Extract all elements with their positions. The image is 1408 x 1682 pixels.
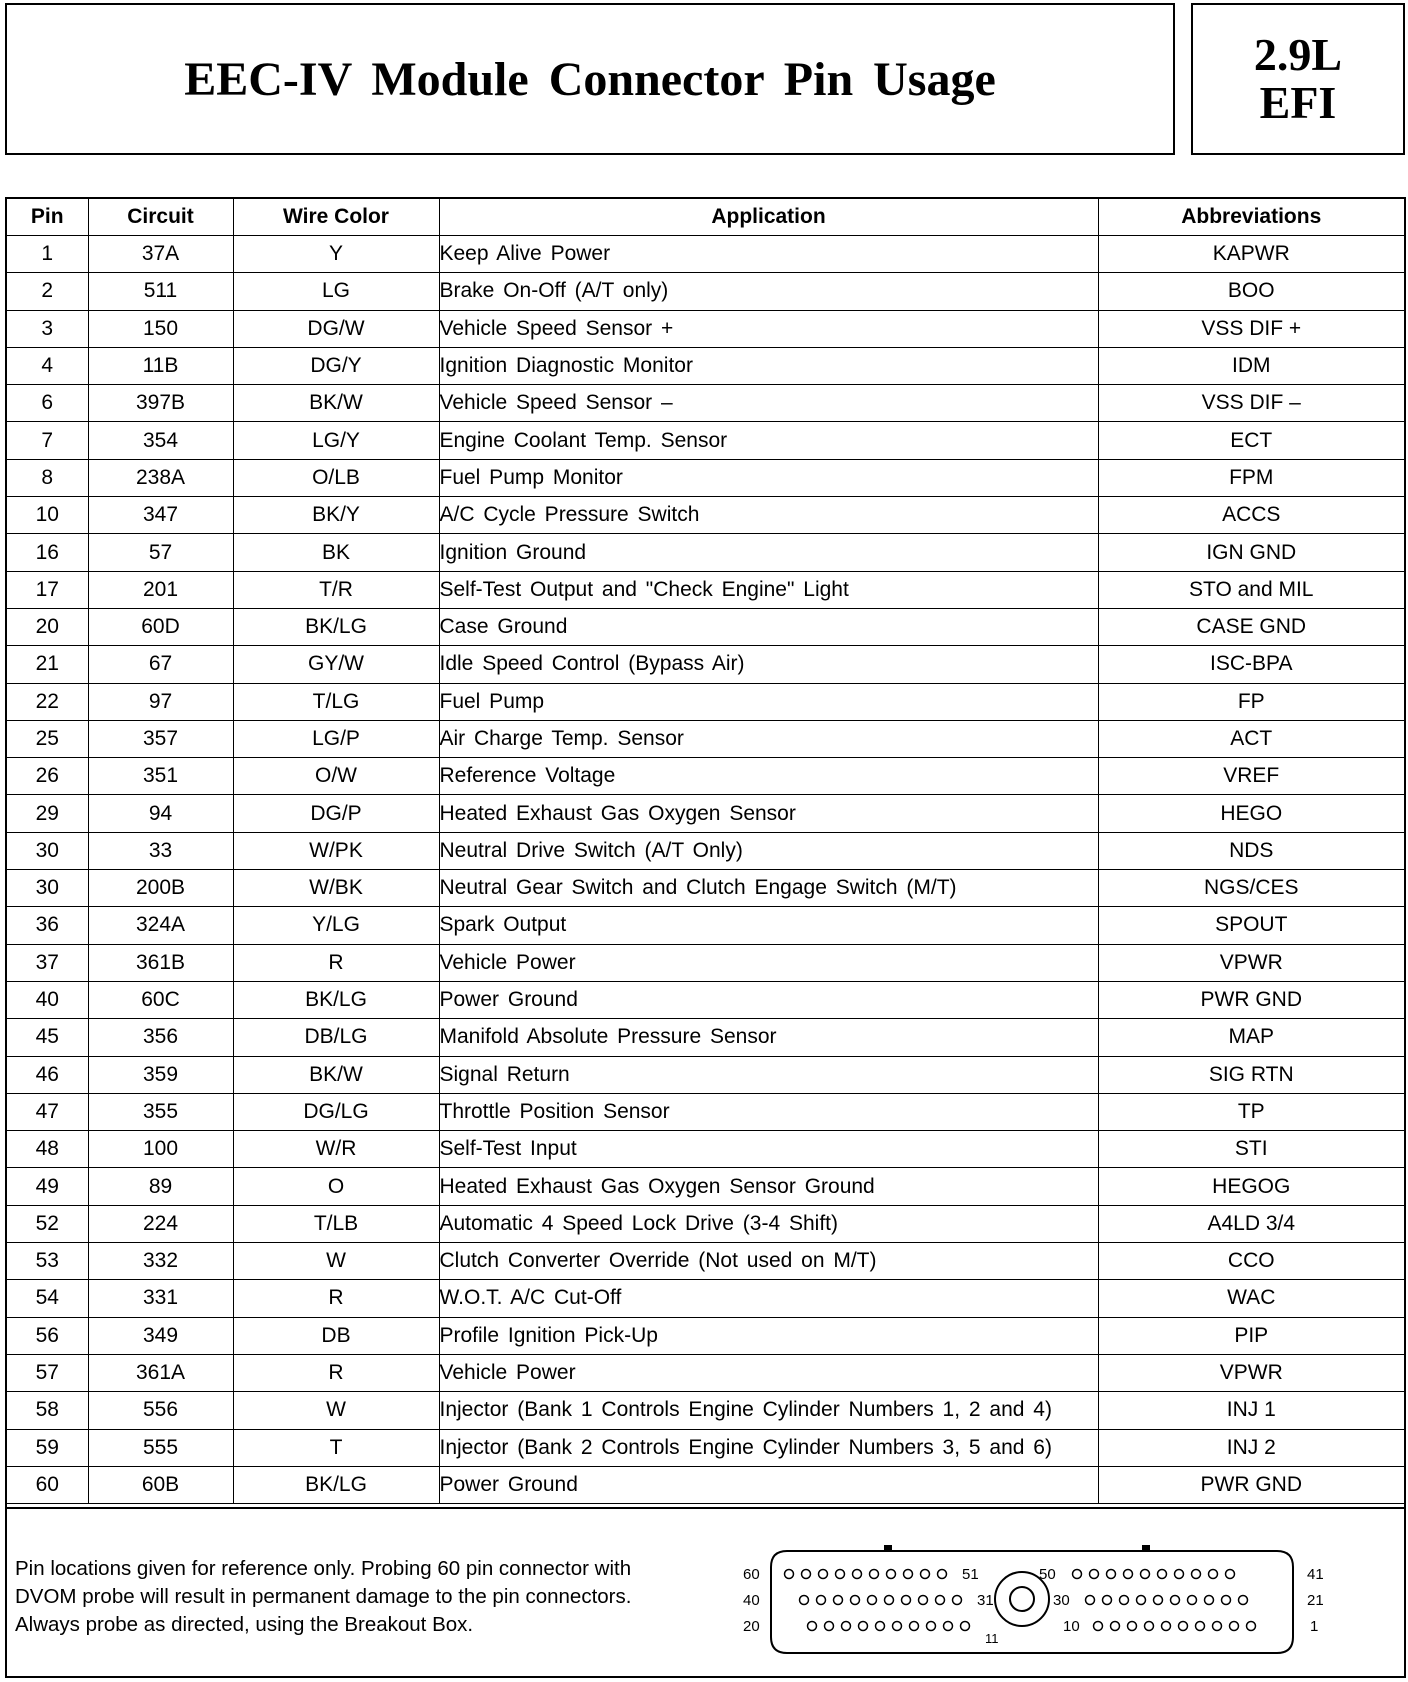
cell-abbreviation: FP (1098, 683, 1404, 720)
connector-pin (802, 1570, 811, 1579)
cell-pin: 29 (7, 795, 88, 832)
connector-pin (1162, 1622, 1171, 1631)
engine-badge (1191, 3, 1405, 155)
cell-pin: 59 (7, 1429, 88, 1466)
cell-abbreviation: VPWR (1098, 1354, 1404, 1391)
cell-application: Throttle Position Sensor (439, 1093, 1098, 1130)
cell-circuit: 361B (88, 944, 233, 981)
cell-circuit: 238A (88, 459, 233, 496)
cell-wire-color: BK/W (233, 1056, 439, 1093)
cell-pin: 20 (7, 608, 88, 645)
cell-pin: 56 (7, 1317, 88, 1354)
connector-pin (785, 1570, 794, 1579)
cell-wire-color: BK/LG (233, 1466, 439, 1503)
cell-wire-color: LG/P (233, 720, 439, 757)
connector-pin (1103, 1596, 1112, 1605)
cell-pin: 45 (7, 1019, 88, 1056)
cell-wire-color: R (233, 944, 439, 981)
table-row (7, 981, 1404, 1018)
cell-wire-color: BK/LG (233, 981, 439, 1018)
cell-wire-color: BK/W (233, 385, 439, 422)
connector-pin (1124, 1570, 1133, 1579)
cell-circuit: 324A (88, 907, 233, 944)
cell-application: Engine Coolant Temp. Sensor (439, 422, 1098, 459)
label-1: 1 (1310, 1618, 1319, 1635)
footer (7, 1507, 1404, 1679)
cell-pin: 46 (7, 1056, 88, 1093)
cell-abbreviation: ISC-BPA (1098, 646, 1404, 683)
connector-key-left (884, 1545, 892, 1552)
label-40: 40 (743, 1592, 760, 1609)
cell-circuit: 150 (88, 310, 233, 347)
table-row (7, 795, 1404, 832)
connector-pin (1145, 1622, 1154, 1631)
table-header-row (7, 199, 1404, 236)
cell-wire-color: W (233, 1392, 439, 1429)
cell-application: A/C Cycle Pressure Switch (439, 497, 1098, 534)
cell-circuit: 357 (88, 720, 233, 757)
cell-application: Brake On-Off (A/T only) (439, 273, 1098, 310)
cell-wire-color: T/LB (233, 1205, 439, 1242)
cell-application: Heated Exhaust Gas Oxygen Sensor Ground (439, 1168, 1098, 1205)
cell-pin: 22 (7, 683, 88, 720)
cell-application: Neutral Drive Switch (A/T Only) (439, 832, 1098, 869)
cell-pin: 7 (7, 422, 88, 459)
connector-pin (921, 1570, 930, 1579)
label-30: 30 (1053, 1592, 1070, 1609)
cell-abbreviation: IDM (1098, 347, 1404, 384)
cell-pin: 26 (7, 758, 88, 795)
cell-circuit: 60C (88, 981, 233, 1018)
table-row (7, 870, 1404, 907)
cell-application: Reference Voltage (439, 758, 1098, 795)
label-11: 11 (985, 1631, 999, 1646)
cell-circuit: 351 (88, 758, 233, 795)
cell-pin: 6 (7, 385, 88, 422)
table-row (7, 1168, 1404, 1205)
connector-pin (887, 1570, 896, 1579)
table-row (7, 1056, 1404, 1093)
cell-application: Keep Alive Power (439, 236, 1098, 273)
label-60: 60 (743, 1566, 760, 1583)
cell-pin: 30 (7, 832, 88, 869)
page-title: EEC-IV Module Connector Pin Usage (184, 52, 996, 106)
cell-wire-color: BK/LG (233, 608, 439, 645)
cell-wire-color: DG/Y (233, 347, 439, 384)
table-row (7, 571, 1404, 608)
table-row (7, 907, 1404, 944)
connector-outline (771, 1551, 1293, 1653)
cell-wire-color: DB (233, 1317, 439, 1354)
connector-pin (834, 1596, 843, 1605)
table-row (7, 1354, 1404, 1391)
cell-pin: 36 (7, 907, 88, 944)
header-circuit: Circuit (88, 199, 233, 236)
cell-wire-color: R (233, 1280, 439, 1317)
cell-application: Air Charge Temp. Sensor (439, 720, 1098, 757)
cell-abbreviation: VSS DIF + (1098, 310, 1404, 347)
connector-pin (1205, 1596, 1214, 1605)
table-row (7, 720, 1404, 757)
table-row (7, 385, 1404, 422)
cell-circuit: 200B (88, 870, 233, 907)
connector-pin (1120, 1596, 1129, 1605)
cell-abbreviation: STO and MIL (1098, 571, 1404, 608)
connector-pin (1226, 1570, 1235, 1579)
connector-pin (927, 1622, 936, 1631)
table-row (7, 1205, 1404, 1242)
connector-pin (944, 1622, 953, 1631)
cell-abbreviation: VREF (1098, 758, 1404, 795)
header-wire-color: Wire Color (233, 199, 439, 236)
note-line: Pin locations given for reference only. Probing 60 pin connector with (15, 1557, 632, 1580)
cell-circuit: 89 (88, 1168, 233, 1205)
label-50: 50 (1039, 1566, 1056, 1583)
cell-abbreviation: INJ 1 (1098, 1392, 1404, 1429)
note-line: Always probe as directed, using the Breakout Box. (15, 1613, 474, 1636)
cell-wire-color: DG/W (233, 310, 439, 347)
table-row (7, 1317, 1404, 1354)
cell-abbreviation: SPOUT (1098, 907, 1404, 944)
cell-application: Self-Test Input (439, 1131, 1098, 1168)
cell-abbreviation: CCO (1098, 1243, 1404, 1280)
cell-wire-color: BK (233, 534, 439, 571)
cell-wire-color: GY/W (233, 646, 439, 683)
connector-pin (800, 1596, 809, 1605)
connector-pin (819, 1570, 828, 1579)
cell-wire-color: LG (233, 273, 439, 310)
cell-abbreviation: PIP (1098, 1317, 1404, 1354)
cell-application: Heated Exhaust Gas Oxygen Sensor (439, 795, 1098, 832)
connector-pin (1090, 1570, 1099, 1579)
cell-circuit: 361A (88, 1354, 233, 1391)
connector-pin (1111, 1622, 1120, 1631)
connector-pin (1073, 1570, 1082, 1579)
cell-pin: 10 (7, 497, 88, 534)
cell-pin: 60 (7, 1466, 88, 1503)
cell-circuit: 555 (88, 1429, 233, 1466)
connector-pin (876, 1622, 885, 1631)
connector-pin (1141, 1570, 1150, 1579)
pin-usage-panel (5, 197, 1406, 1678)
connector-pin (817, 1596, 826, 1605)
cell-application: Automatic 4 Speed Lock Drive (3-4 Shift) (439, 1205, 1098, 1242)
cell-pin: 8 (7, 459, 88, 496)
table-row (7, 646, 1404, 683)
cell-application: Ignition Diagnostic Monitor (439, 347, 1098, 384)
table-row (7, 1429, 1404, 1466)
cell-application: Clutch Converter Override (Not used on M/T) (439, 1243, 1098, 1280)
cell-circuit: 201 (88, 571, 233, 608)
cell-wire-color: R (233, 1354, 439, 1391)
connector-pin (853, 1570, 862, 1579)
cell-application: Neutral Gear Switch and Clutch Engage Switch (M/T) (439, 870, 1098, 907)
connector-center-bolt-inner (1010, 1587, 1034, 1611)
connector-pin (1192, 1570, 1201, 1579)
table-row (7, 944, 1404, 981)
cell-abbreviation: SIG RTN (1098, 1056, 1404, 1093)
connector-key-right (1142, 1545, 1150, 1552)
cell-wire-color: W/PK (233, 832, 439, 869)
cell-wire-color: DB/LG (233, 1019, 439, 1056)
cell-application: Vehicle Power (439, 1354, 1098, 1391)
table-row (7, 1093, 1404, 1130)
cell-wire-color: T (233, 1429, 439, 1466)
cell-circuit: 33 (88, 832, 233, 869)
cell-wire-color: W (233, 1243, 439, 1280)
cell-pin: 16 (7, 534, 88, 571)
table-row (7, 608, 1404, 645)
connector-pin (1107, 1570, 1116, 1579)
connector-diagram (743, 1539, 1397, 1659)
connector-pin (836, 1570, 845, 1579)
cell-circuit: 397B (88, 385, 233, 422)
cell-wire-color: LG/Y (233, 422, 439, 459)
cell-circuit: 97 (88, 683, 233, 720)
connector-pin (1188, 1596, 1197, 1605)
cell-circuit: 37A (88, 236, 233, 273)
cell-abbreviation: HEGO (1098, 795, 1404, 832)
cell-circuit: 67 (88, 646, 233, 683)
cell-application: Fuel Pump Monitor (439, 459, 1098, 496)
cell-circuit: 349 (88, 1317, 233, 1354)
cell-pin: 30 (7, 870, 88, 907)
cell-application: Ignition Ground (439, 534, 1098, 571)
header-application: Application (439, 199, 1098, 236)
header-abbreviations: Abbreviations (1098, 199, 1404, 236)
cell-abbreviation: KAPWR (1098, 236, 1404, 273)
table-row (7, 1392, 1404, 1429)
cell-pin: 21 (7, 646, 88, 683)
cell-circuit: 511 (88, 273, 233, 310)
table-row (7, 459, 1404, 496)
engine-type: EFI (1259, 77, 1337, 128)
cell-wire-color: T/R (233, 571, 439, 608)
cell-pin: 17 (7, 571, 88, 608)
connector-pin (936, 1596, 945, 1605)
cell-pin: 58 (7, 1392, 88, 1429)
cell-pin: 54 (7, 1280, 88, 1317)
cell-application: Vehicle Speed Sensor + (439, 310, 1098, 347)
label-41: 41 (1307, 1566, 1324, 1583)
cell-circuit: 60B (88, 1466, 233, 1503)
cell-abbreviation: ACCS (1098, 497, 1404, 534)
cell-application: Profile Ignition Pick-Up (439, 1317, 1098, 1354)
label-20: 20 (743, 1618, 760, 1635)
cell-abbreviation: VPWR (1098, 944, 1404, 981)
cell-application: Signal Return (439, 1056, 1098, 1093)
connector-pin (1137, 1596, 1146, 1605)
table-row (7, 534, 1404, 571)
label-51: 51 (962, 1566, 979, 1583)
cell-pin: 2 (7, 273, 88, 310)
connector-pin (1209, 1570, 1218, 1579)
cell-application: W.O.T. A/C Cut-Off (439, 1280, 1098, 1317)
connector-pin (868, 1596, 877, 1605)
connector-pin (825, 1622, 834, 1631)
cell-application: Injector (Bank 2 Controls Engine Cylinder Numbers 3, 5 and 6) (439, 1429, 1098, 1466)
cell-circuit: 94 (88, 795, 233, 832)
cell-circuit: 100 (88, 1131, 233, 1168)
note-line: DVOM probe will result in permanent damage to the pin connectors. (15, 1585, 632, 1608)
cell-abbreviation: PWR GND (1098, 981, 1404, 1018)
cell-application: Case Ground (439, 608, 1098, 645)
cell-pin: 1 (7, 236, 88, 273)
table-row (7, 236, 1404, 273)
label-10: 10 (1063, 1618, 1080, 1635)
connector-pin (1239, 1596, 1248, 1605)
table-row (7, 758, 1404, 795)
cell-application: Idle Speed Control (Bypass Air) (439, 646, 1098, 683)
cell-abbreviation: CASE GND (1098, 608, 1404, 645)
cell-abbreviation: HEGOG (1098, 1168, 1404, 1205)
table-row (7, 1131, 1404, 1168)
table-row (7, 497, 1404, 534)
connector-pin (885, 1596, 894, 1605)
cell-wire-color: T/LG (233, 683, 439, 720)
connector-pin (910, 1622, 919, 1631)
connector-pin (1196, 1622, 1205, 1631)
table-row (7, 273, 1404, 310)
cell-wire-color: O (233, 1168, 439, 1205)
connector-pin (1222, 1596, 1231, 1605)
cell-application: Vehicle Power (439, 944, 1098, 981)
table-row (7, 1280, 1404, 1317)
cell-pin: 49 (7, 1168, 88, 1205)
cell-circuit: 556 (88, 1392, 233, 1429)
cell-circuit: 331 (88, 1280, 233, 1317)
cell-abbreviation: PWR GND (1098, 1466, 1404, 1503)
table-row (7, 1019, 1404, 1056)
pin-table (7, 199, 1404, 1504)
cell-abbreviation: NGS/CES (1098, 870, 1404, 907)
connector-pin (859, 1622, 868, 1631)
connector-pin (870, 1570, 879, 1579)
cell-application: Self-Test Output and "Check Engine" Light (439, 571, 1098, 608)
connector-pin (961, 1622, 970, 1631)
table-row (7, 1466, 1404, 1503)
table-row (7, 683, 1404, 720)
cell-pin: 40 (7, 981, 88, 1018)
cell-abbreviation: MAP (1098, 1019, 1404, 1056)
connector-pin (1128, 1622, 1137, 1631)
cell-abbreviation: VSS DIF – (1098, 385, 1404, 422)
cell-abbreviation: ACT (1098, 720, 1404, 757)
cell-wire-color: BK/Y (233, 497, 439, 534)
cell-abbreviation: WAC (1098, 1280, 1404, 1317)
cell-circuit: 347 (88, 497, 233, 534)
cell-circuit: 57 (88, 534, 233, 571)
cell-abbreviation: NDS (1098, 832, 1404, 869)
title-box (5, 3, 1175, 155)
cell-abbreviation: ECT (1098, 422, 1404, 459)
table-row (7, 347, 1404, 384)
connector-pin (1175, 1570, 1184, 1579)
cell-pin: 52 (7, 1205, 88, 1242)
cell-wire-color: O/W (233, 758, 439, 795)
cell-pin: 25 (7, 720, 88, 757)
cell-wire-color: W/BK (233, 870, 439, 907)
cell-circuit: 60D (88, 608, 233, 645)
cell-abbreviation: INJ 2 (1098, 1429, 1404, 1466)
cell-pin: 53 (7, 1243, 88, 1280)
cell-circuit: 332 (88, 1243, 233, 1280)
connector-pin (1179, 1622, 1188, 1631)
cell-application: Power Ground (439, 1466, 1098, 1503)
table-row (7, 422, 1404, 459)
cell-circuit: 354 (88, 422, 233, 459)
connector-pin (808, 1622, 817, 1631)
cell-application: Injector (Bank 1 Controls Engine Cylinder Numbers 1, 2 and 4) (439, 1392, 1098, 1429)
cell-pin: 3 (7, 310, 88, 347)
connector-pin (1094, 1622, 1103, 1631)
cell-application: Spark Output (439, 907, 1098, 944)
cell-abbreviation: IGN GND (1098, 534, 1404, 571)
connector-pin (1158, 1570, 1167, 1579)
cell-pin: 4 (7, 347, 88, 384)
connector-pin (1154, 1596, 1163, 1605)
label-31: 31 (977, 1592, 994, 1609)
cell-pin: 37 (7, 944, 88, 981)
probe-warning-note (15, 1555, 755, 1639)
connector-pin (842, 1622, 851, 1631)
connector-pin (1171, 1596, 1180, 1605)
cell-wire-color: Y/LG (233, 907, 439, 944)
cell-application: Fuel Pump (439, 683, 1098, 720)
connector-pin (1086, 1596, 1095, 1605)
cell-abbreviation: BOO (1098, 273, 1404, 310)
table-row (7, 832, 1404, 869)
connector-pin (953, 1596, 962, 1605)
connector-pin (851, 1596, 860, 1605)
cell-circuit: 359 (88, 1056, 233, 1093)
connector-pin (1230, 1622, 1239, 1631)
cell-wire-color: W/R (233, 1131, 439, 1168)
connector-pin (893, 1622, 902, 1631)
cell-abbreviation: A4LD 3/4 (1098, 1205, 1404, 1242)
connector-pin (902, 1596, 911, 1605)
table-row (7, 310, 1404, 347)
cell-abbreviation: TP (1098, 1093, 1404, 1130)
cell-wire-color: Y (233, 236, 439, 273)
cell-pin: 57 (7, 1354, 88, 1391)
label-21: 21 (1307, 1592, 1324, 1609)
connector-pin (1213, 1622, 1222, 1631)
connector-pin (938, 1570, 947, 1579)
cell-circuit: 356 (88, 1019, 233, 1056)
cell-pin: 47 (7, 1093, 88, 1130)
header-pin: Pin (7, 199, 88, 236)
cell-wire-color: DG/LG (233, 1093, 439, 1130)
cell-pin: 48 (7, 1131, 88, 1168)
cell-application: Vehicle Speed Sensor – (439, 385, 1098, 422)
cell-circuit: 11B (88, 347, 233, 384)
table-row (7, 1243, 1404, 1280)
engine-size: 2.9L (1253, 29, 1343, 80)
cell-wire-color: DG/P (233, 795, 439, 832)
cell-abbreviation: FPM (1098, 459, 1404, 496)
connector-pin (904, 1570, 913, 1579)
connector-pin (919, 1596, 928, 1605)
connector-pin (1247, 1622, 1256, 1631)
cell-application: Power Ground (439, 981, 1098, 1018)
cell-circuit: 224 (88, 1205, 233, 1242)
cell-abbreviation: STI (1098, 1131, 1404, 1168)
cell-wire-color: O/LB (233, 459, 439, 496)
cell-circuit: 355 (88, 1093, 233, 1130)
cell-application: Manifold Absolute Pressure Sensor (439, 1019, 1098, 1056)
